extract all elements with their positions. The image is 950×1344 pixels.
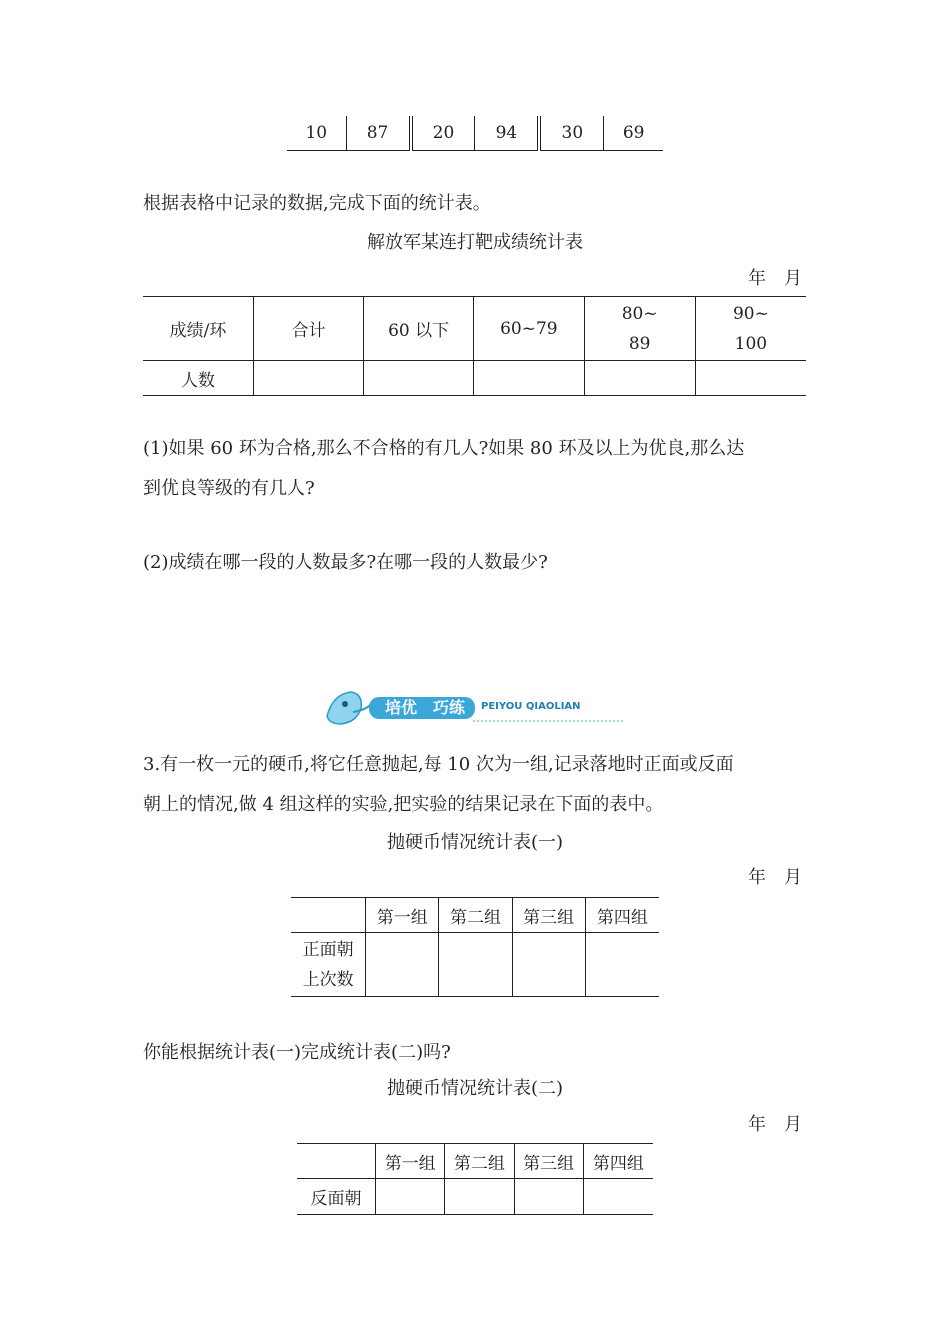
question-line: (1)如果 60 环为合格,那么不合格的有几人?如果 80 环及以上为优良,那么达 — [143, 438, 745, 459]
header-line: 100 — [734, 333, 768, 354]
row-label: 反面朝 — [297, 1179, 376, 1215]
section-banner — [323, 688, 627, 728]
answer-cell[interactable] — [514, 1179, 583, 1215]
table-header: 第三组 — [512, 898, 585, 933]
table-cell: 30 — [539, 116, 603, 151]
question-line: 3.有一枚一元的硬币,将它任意抛起,每 10 次为一组,记录落地时正面或反面 — [143, 754, 734, 775]
top-data-table — [287, 116, 663, 151]
question-3 — [143, 745, 734, 825]
instruction-text: 根据表格中记录的数据,完成下面的统计表。 — [143, 193, 491, 214]
question-1 — [143, 429, 744, 509]
table-header — [584, 297, 695, 361]
table-cell: 20 — [411, 116, 475, 151]
table-cell: 87 — [346, 116, 410, 151]
answer-cell[interactable] — [254, 361, 364, 396]
table-header: 60~79 — [474, 297, 584, 361]
table-cell: 10 — [305, 123, 328, 143]
table-header: 第四组 — [583, 1144, 653, 1179]
table-header: 第一组 — [376, 1144, 445, 1179]
answer-cell[interactable] — [512, 933, 585, 997]
table-cell: 94 — [475, 116, 539, 151]
table-header: 第二组 — [445, 1144, 514, 1179]
table-cell: 69 — [604, 116, 663, 151]
coin-table-1 — [291, 897, 659, 997]
table-title: 抛硬币情况统计表(一) — [386, 832, 564, 853]
empty-header — [297, 1144, 376, 1179]
table-header: 第三组 — [514, 1144, 583, 1179]
answer-cell[interactable] — [439, 933, 512, 997]
answer-cell[interactable] — [584, 361, 695, 396]
table-title: 解放军某连打靶成绩统计表 — [367, 232, 583, 253]
question-2: (2)成绩在哪一段的人数最多?在哪一段的人数最少? — [143, 552, 548, 573]
mascot-icon — [323, 688, 627, 728]
row-label-line: 上次数 — [302, 969, 354, 990]
date-label: 年 月 — [748, 867, 802, 888]
table-header: 60 以下 — [364, 297, 474, 361]
date-label: 年 月 — [748, 1114, 802, 1135]
header-line: 89 — [628, 333, 651, 354]
table-header: 合计 — [254, 297, 364, 361]
question-line: 到优良等级的有几人? — [143, 478, 315, 499]
row-label: 人数 — [143, 361, 254, 396]
answer-cell[interactable] — [695, 361, 806, 396]
row-label-line: 正面朝 — [302, 939, 354, 960]
banner-title: 培优 巧练 — [384, 698, 465, 717]
answer-cell[interactable] — [585, 933, 659, 997]
header-line: 90~ — [732, 303, 769, 324]
answer-cell[interactable] — [445, 1179, 514, 1215]
table-header: 第一组 — [366, 898, 439, 933]
instruction-text: 你能根据统计表(一)完成统计表(二)吗? — [143, 1042, 451, 1063]
header-line: 80~ — [621, 303, 658, 324]
table-header: 第二组 — [439, 898, 512, 933]
empty-header — [291, 898, 366, 933]
table-header — [695, 297, 806, 361]
table-header: 第四组 — [585, 898, 659, 933]
row-label — [291, 933, 366, 997]
score-stat-table — [143, 296, 806, 396]
coin-table-2 — [297, 1143, 653, 1215]
answer-cell[interactable] — [376, 1179, 445, 1215]
question-line: 朝上的情况,做 4 组这样的实验,把实验的结果记录在下面的表中。 — [143, 794, 664, 815]
answer-cell[interactable] — [474, 361, 584, 396]
answer-cell[interactable] — [583, 1179, 653, 1215]
table-title: 抛硬币情况统计表(二) — [386, 1078, 564, 1099]
table-header: 成绩/环 — [169, 321, 227, 341]
banner-subtitle: PEIYOU QIAOLIAN — [481, 701, 581, 712]
answer-cell[interactable] — [364, 361, 474, 396]
date-label: 年 月 — [748, 268, 802, 289]
answer-cell[interactable] — [366, 933, 439, 997]
